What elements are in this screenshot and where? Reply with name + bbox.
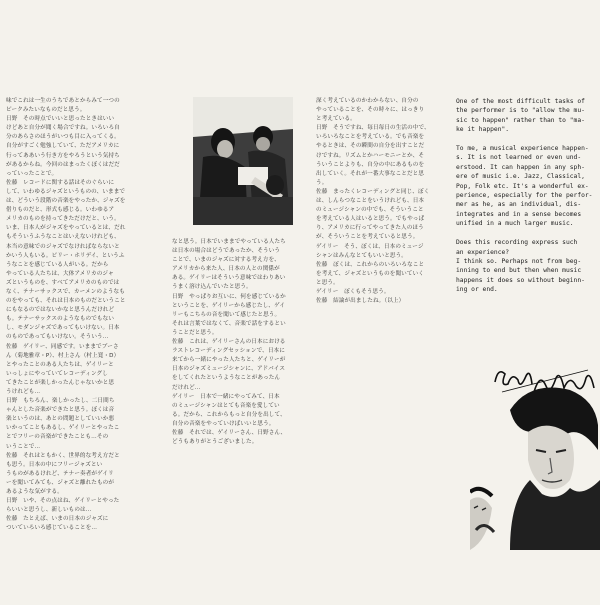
portrait-photo	[470, 380, 600, 550]
japanese-text-column-3: 深く考えているのかわからない、自分の やっていることを、その時々に、はっきり と考えている。 日野 そうですね、毎日毎日の生活の中で、 いろいろなことを考えている。でも音楽を やるときは、その瞬間の自分を出すことだ けですね。リズムとかハーモニーとか、そ ういうことよりも、自分の中にあるものを 出していく。それが一番大事なことだと思 う。 佐藤 まったくレコーディングと同じ、ぼく は、しんらつなことをいうけれども、日本 のミュージシャンの中でも、そういうこと を考えている人はいると思う。でもやっぱ り、アメリカに行ってやってきた人のほう が、そういうことを考えていると思う。 ゲイリー そう、ぼくは、日本のミュージ シャンはみんなとてもいいと思う。 佐藤 ぼくは、これからのいろいろなこと を考えて、ジャズというものを聞いていく と思う。 ゲイリー ぼくもそう思う。 佐藤 結論が出ましたね。（以上）	[316, 98, 430, 305]
japanese-text-column-1: 味でこれは一生のうちであとからみて一つの ピークみたいなものだと思う。 日野 その時点でいいと思ったときはいい けどあと自分が聞く場合ですね。いろいろ自 分のあらさのほうがいつも目に入ってくる。 自分がすごく勉強していて、ただアメリカに 行ってああいう行き方をやろうという気持ち があるからね。今回のはまったくぼくはだだ っていったことで。 佐藤 レコードに関する話はそのぐらいに して、いわゆるジャズというものの、いままで は、どういう段階の音楽をやったか、ジャズを 借りものだと、形式も感じる。いわゆるア メリカのものを持ってきただけだと、いう。 いま、日本人がジャズをやっているとは、だれ もそういうふうなことはいえないけれども、 本当の意味でのジャズでなければならないと かいう人もいる。ビリー・ホリデイ、というふ うなことを感じている人がいる。だから やっている人たちは、大体アメリカのジャ ズというものを、すべてアメリカのものでは なく、テナーサックスで、カーメンのようなも のをやっても、それは日本のものだということ にもなるのではないかなと思うんだけれど も。テナーサックスのようなものでもない し、モダンジャズであってもいけない。日本 のものであってもいけない。そういう… 佐藤 ゲイリー、同感です。いままでブーさ ん（菊地雅章・P）、村上さん（村上寛・D） とやったことのある人たちは、ゲイリーと いっしょにやっていてレコーディングし てきたことが楽しかったんじゃないかと思 うけれども… 日野 もちろん、楽しかったし、二日間ち ゃんとした音楽ができたと思う。ぼくは音 楽というのは、あとの問題としていいか悪 いかってこともあるし、ゲイリーとやったこ とでフリーの音楽ができたことも…その いうことで… 佐藤 それはともかく、世界的な考え方だと も思う。日本の中にフリージャズとい うものがあるけれど、テナー奏者がゲイリ ーを聞いてみても、ジャズと離れたものが あるような気がする。 日野 いや、その点はね、ゲイリーとやった らいいと思うし、新しいものは… 佐藤 たとえば、いまの日本のジャズに ついていろいろ感じていることを…	[6, 98, 126, 532]
english-liner-notes: One of the most difficult tasks of the performer is to "allow the mu- sic to happen" rather than to "ma- ke it happen". To me, a musical experience happen- s. It is not learned or even und- erstood. It can happen in any sph- ere of music i.e. Jazz, Classical, Pop, Folk etc. It's a wonderful ex- perience, especially for the perfor- mer as he, as an individual, dis- integrates and in a sense becomes unified in a much larger music. Does this recording express such an experience? I think so. Perhaps not from beg- inning to end but then when music happens it does so without beginn- ing or end.	[456, 98, 593, 294]
studio-photo	[193, 97, 293, 225]
japanese-text-column-2: なと思う。日本でいままでやっている人たち は日本の場合はどうであったか、そういう ことで、いまのジャズに対する考え方を、 アメリカから来た人、日本の人との関係が ある。ゲイリーはそういう意味ではわりあい うまく溶け込んでいたと思う。 日野 やっぱりお互いに、何を感じているか ということを、ゲイリーから感じたし、ゲイ リーもこちらの音を聞いて感じたと思う。 それは言葉ではなくて、音楽で話をするとい うことだと思う。 佐藤 これは、ゲイリーさんの日本における ラストレコーディングセッションで、日本に 来てから一緒にやった人たちと、ゲイリーが 日本のジャズミュージシャンに、アドバイス をしてくれたというようなことがあったん だけれど… ゲイリー 日本で一緒にやってみて、日本 のミュージシャンはとても音楽を愛してい る。だから、これからもっと自分を出して、 自分の音楽をやっていけばいいと思う。 佐藤 それでは、ゲイリーさん、日野さん、 どうもありがとうございました。	[172, 239, 287, 446]
